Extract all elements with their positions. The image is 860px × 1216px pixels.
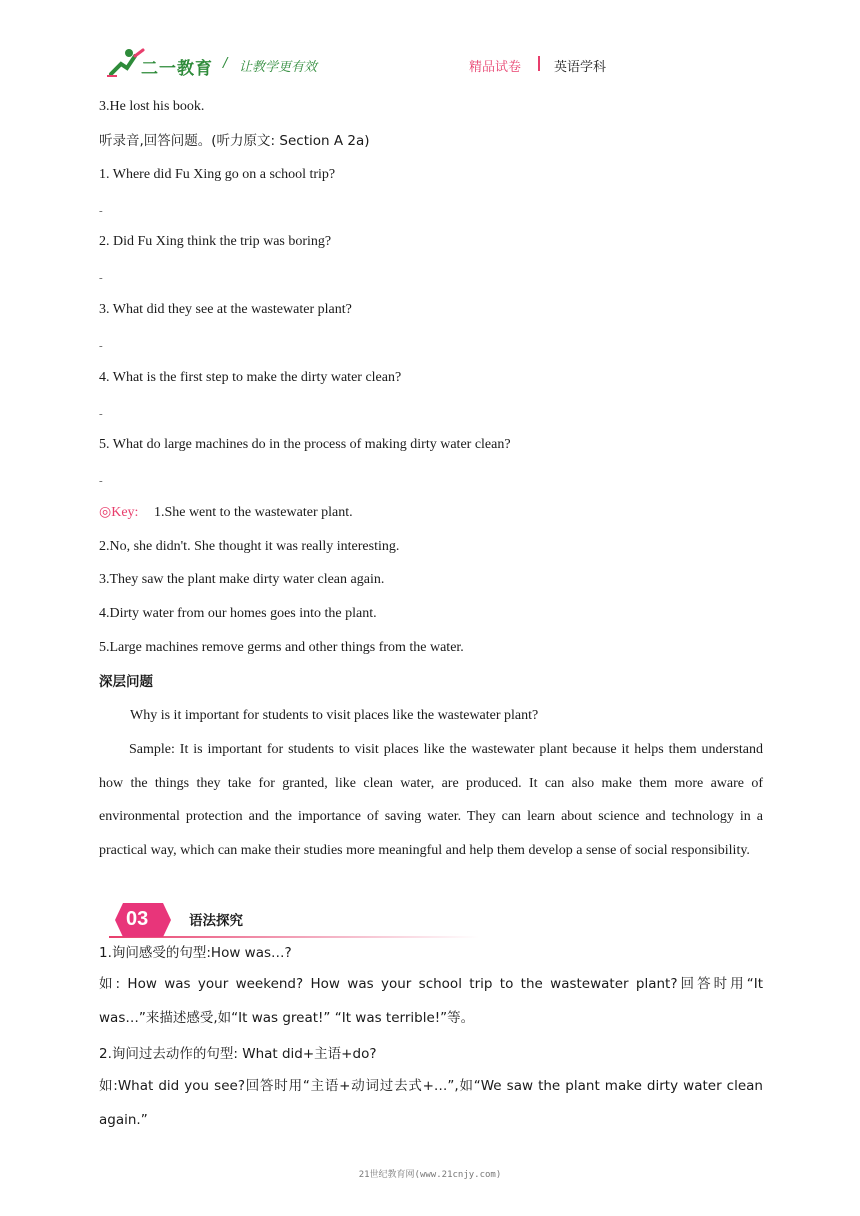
question-3: 3. What did they see at the wastewater plant? — [99, 302, 352, 317]
grammar-1: 1.询问感受的句型:How was…? — [99, 945, 292, 961]
tag-left: 精品试卷 — [469, 60, 522, 75]
key-answer-4: 4.Dirty water from our homes goes into the plant. — [99, 606, 377, 621]
key-row — [99, 503, 353, 523]
answer-blank-4: - — [99, 408, 103, 420]
deep-question: Why is it important for students to visit places like the wastewater plant? — [130, 708, 539, 723]
slogan: 让教学更有效 — [239, 60, 318, 75]
runner-logo-icon — [105, 48, 145, 78]
key-answer-5: 5.Large machines remove germs and other things from the water. — [99, 640, 464, 655]
key-label: ◎Key: — [99, 505, 139, 520]
question-1: 1. Where did Fu Xing go on a school trip? — [99, 167, 336, 182]
key-answer-1: 1.She went to the wastewater plant. — [153, 505, 353, 520]
grammar-1-example: 如: How was your weekend? How was your school trip to the wastewater plant?回答时用“It was…”来描述感受,如“It was great!” “It was terrible!”等。 — [99, 976, 763, 1026]
section-title: 语法探究 — [189, 913, 243, 929]
grammar-2: 2.询问过去动作的句型: What did+主语+do? — [99, 1046, 377, 1062]
tag-right: 英语学科 — [554, 60, 607, 75]
question-4: 4. What is the first step to make the dirty water clean? — [99, 370, 402, 385]
key-answer-3: 3.They saw the plant make dirty water clean again. — [99, 572, 385, 587]
instruction: 听录音,回答问题。(听力原文: Section A 2a) — [99, 133, 370, 149]
deep-sample: Sample: It is important for students to visit places like the wastewater plant because it helps them understand how the things they take for granted, like clean water, are produced. It can also make them more aware of environmental protection and the importance of saving water. They can learn about science and technology in a practical way, which can make their studies more meaningful and help them develop a sense of social responsibility. — [99, 742, 763, 859]
answer-blank-3: - — [99, 340, 103, 352]
slogan-slash: / — [223, 56, 228, 71]
section-banner — [99, 903, 479, 939]
answer-blank-5: - — [99, 475, 103, 487]
logo-text: 二一教育 — [141, 59, 213, 79]
header — [99, 46, 763, 82]
question-2: 2. Did Fu Xing think the trip was boring? — [99, 234, 332, 249]
grammar-2-example: 如:What did you see?回答时用“主语+动词过去式+…”,如“We saw the plant make dirty water clean again.” — [99, 1078, 763, 1128]
tag-divider — [538, 56, 540, 71]
question-5: 5. What do large machines do in the process of making dirty water clean? — [99, 437, 511, 452]
key-answer-2: 2.No, she didn't. She thought it was really interesting. — [99, 539, 400, 554]
section-number: 03 — [126, 908, 149, 930]
answer-blank-2: - — [99, 272, 103, 284]
deep-heading: 深层问题 — [99, 674, 153, 690]
answer-3: 3.He lost his book. — [99, 99, 205, 114]
answer-blank-1: - — [99, 205, 103, 217]
footer: 21世纪教育网(www.21cnjy.com) — [358, 1170, 502, 1180]
